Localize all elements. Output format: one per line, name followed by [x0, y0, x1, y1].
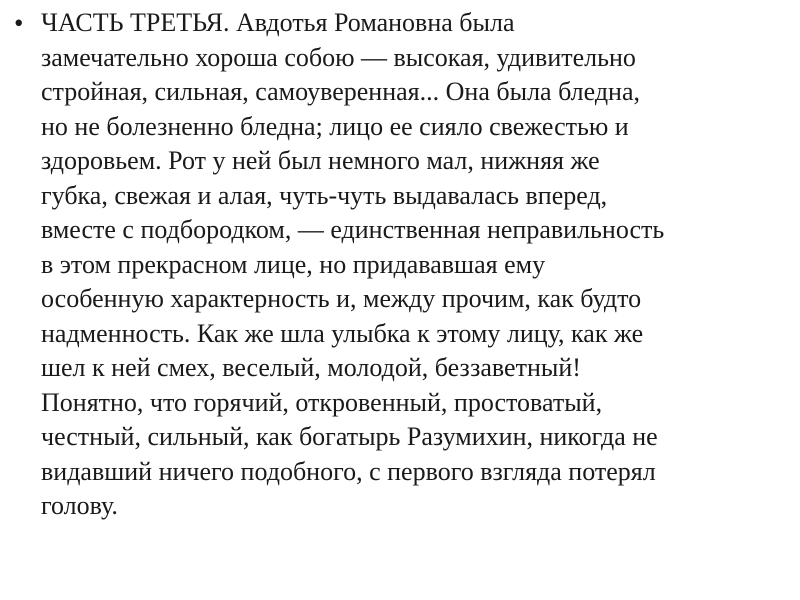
bullet-list: [12, 6, 780, 524]
quote-paragraph: [41, 6, 780, 524]
bullet-item: [12, 6, 780, 524]
text-line: Понятно, что горячий, откровенный, простоватый,: [41, 387, 603, 417]
text-line: в этом прекрасном лице, но придававшая ему: [41, 249, 546, 279]
text-line: но не болезненно бледна; лицо ее сияло свежестью и: [41, 111, 629, 141]
text-line: здоровьем. Рот у ней был немного мал, нижняя же: [41, 146, 600, 175]
text-line: вместе с подбородком, — единственная неправильность: [41, 215, 665, 244]
text-line: шел к ней смех, веселый, молодой, беззаветный!: [41, 353, 581, 382]
text-line: особенную характерность и, между прочим, как будто: [41, 284, 642, 313]
text-line: надменность. Как же шла улыбка к этому лицу, как же: [41, 318, 644, 348]
text-line: честный, сильный, как богатырь Разумихин, никогда не: [41, 422, 658, 451]
text-line: губка, свежая и алая, чуть-чуть выдавалась вперед,: [41, 180, 608, 210]
bullet-dot-icon: •: [14, 8, 24, 38]
text-line: замечательно хороша собою — высокая, удивительно: [41, 42, 636, 72]
text-line: голову.: [41, 491, 118, 520]
text-line: ЧАСТЬ ТРЕТЬЯ. Авдотья Романовна была: [41, 8, 515, 37]
text-line: стройная, сильная, самоуверенная... Она была бледна,: [41, 77, 641, 106]
text-line: видавший ничего подобного, с первого взгляда потерял: [41, 456, 656, 486]
